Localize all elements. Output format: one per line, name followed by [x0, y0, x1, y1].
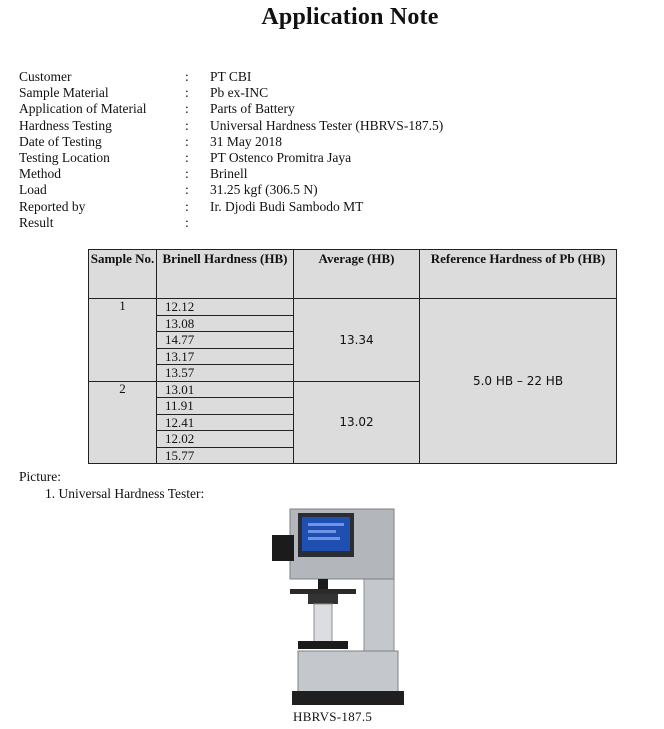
average-cell: 13.34 [294, 299, 420, 382]
hardness-value: 13.01 [157, 381, 294, 398]
info-colon: : [185, 101, 189, 117]
info-colon: : [185, 214, 189, 230]
header-brinell-hardness: Brinell Hardness (HB) [157, 250, 294, 299]
info-row-date [19, 134, 443, 150]
hardness-value: 13.08 [157, 315, 294, 332]
hardness-value: 13.57 [157, 365, 294, 382]
page-title: Application Note [261, 4, 439, 30]
hardness-value: 11.91 [157, 398, 294, 415]
hardness-value: 15.77 [157, 447, 294, 464]
info-value: PT CBI [210, 69, 252, 84]
info-row-sample-material [19, 85, 443, 101]
info-key: Application of Material [19, 101, 147, 117]
info-value: Parts of Battery [210, 101, 295, 117]
picture-label: Picture: [19, 469, 61, 484]
info-value: Pb ex-INC [210, 85, 269, 101]
info-key: Result [19, 214, 54, 230]
info-row-result [19, 215, 443, 231]
header-reference-hardness: Reference Hardness of Pb (HB) [420, 250, 617, 299]
info-row-method [19, 166, 443, 182]
info-value: Ir. Djodi Budi Sambodo MT [210, 198, 364, 214]
info-value: 31.25 kgf (306.5 N) [210, 182, 318, 198]
hardness-value: 13.17 [157, 348, 294, 365]
info-key: Customer [19, 69, 72, 84]
tester-screen [302, 517, 350, 551]
info-row-hardness-testing [19, 118, 443, 134]
sample-no-cell: 1 [89, 299, 157, 382]
hardness-tester-image [268, 505, 418, 710]
sample-no-cell: 2 [89, 381, 157, 464]
picture-list-item: 1. Universal Hardness Tester: [45, 486, 205, 501]
info-key: Date of Testing [19, 133, 102, 149]
screen-line [308, 530, 336, 533]
header-average: Average (HB) [294, 250, 420, 299]
info-key: Reported by [19, 198, 86, 214]
average-cell: 13.02 [294, 381, 420, 464]
screen-line [308, 523, 344, 526]
info-key: Method [19, 166, 61, 182]
info-row-load [19, 182, 443, 198]
info-value: Universal Hardness Tester (HBRVS-187.5) [210, 117, 444, 133]
tester-anvil [290, 589, 356, 594]
info-value: PT Ostenco Promitra Jaya [210, 149, 352, 165]
info-colon: : [185, 85, 189, 101]
info-colon: : [185, 149, 189, 165]
reference-hardness-cell: 5.0 HB – 22 HB [420, 299, 617, 464]
info-colon: : [185, 166, 189, 182]
info-value: 31 May 2018 [210, 133, 282, 149]
results-table [88, 249, 617, 464]
tester-foot [292, 691, 404, 705]
hardness-value: 12.02 [157, 431, 294, 448]
picture-caption: HBRVS-187.5 [293, 709, 373, 724]
info-row-location [19, 150, 443, 166]
tester-base [298, 651, 398, 695]
tester-side-knob [272, 535, 294, 561]
info-row-application [19, 101, 443, 117]
info-key: Hardness Testing [19, 117, 112, 133]
info-list [19, 69, 443, 231]
info-colon: : [185, 133, 189, 149]
info-row-customer [19, 69, 443, 85]
tester-anvil-base [308, 594, 338, 604]
hardness-value: 14.77 [157, 332, 294, 349]
tester-handwheel [298, 641, 348, 649]
header-sample-no: Sample No. [89, 250, 157, 299]
info-value: Brinell [210, 166, 248, 182]
info-colon: : [185, 198, 189, 214]
info-row-reported-by [19, 199, 443, 215]
info-key: Load [19, 182, 47, 198]
table-row [89, 299, 617, 316]
info-colon: : [185, 117, 189, 133]
info-colon: : [185, 182, 189, 198]
hardness-value: 12.12 [157, 299, 294, 316]
info-key: Testing Location [19, 149, 110, 165]
hardness-value: 12.41 [157, 414, 294, 431]
info-colon: : [185, 69, 189, 84]
table-header-row [89, 250, 617, 299]
screen-line [308, 537, 340, 540]
info-key: Sample Material [19, 85, 109, 101]
